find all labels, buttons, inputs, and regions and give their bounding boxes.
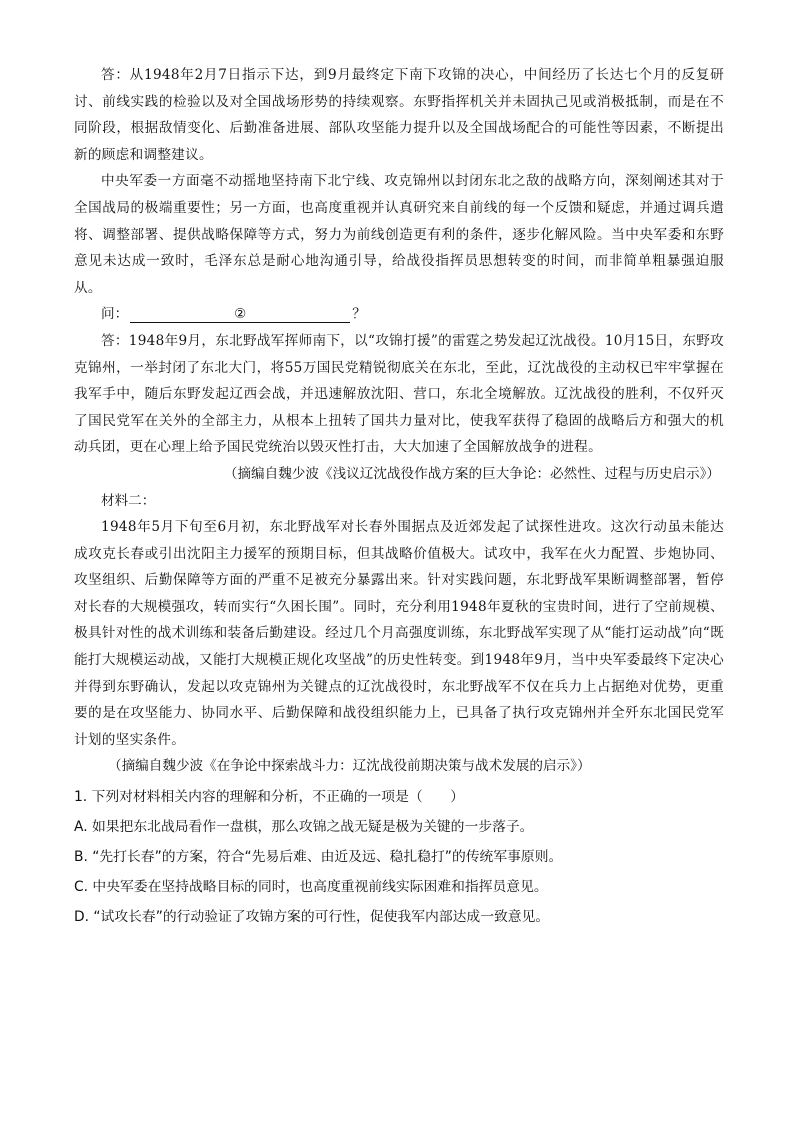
- answer-paragraph-2: 答：1948年9月，东北野战军挥师南下，以“攻锦打援”的雷霆之势发起辽沈战役。10月15日，东野攻克锦州，一举封闭了东北大门，将55万国民党精锐彻底关在东北，至此，辽沈战役的主动权已牢牢掌握在我军手中，随后东野发起辽西会战，并迅速解放沈阳、营口，东北全境解放。辽沈战役的胜利，不仅歼灭了国民党军在关外的全部主力，从根本上扭转了国共力量对比，使我军获得了稳固的战略后方和强大的机动兵团，更在心理上给予国民党统治以毁灭性打击，大大加速了全国解放战争的进程。: [74, 332, 724, 456]
- option-c: C. 中央军委在坚持战略目标的同时，也高度重视前线实际困难和指挥员意见。: [74, 879, 548, 896]
- question-line: [74, 301, 724, 328]
- source-citation-1: （摘编自魏少波《浅议辽沈战役作战方案的巨大争论：必然性、过程与历史启示》）: [223, 465, 720, 482]
- question-block: [74, 782, 724, 932]
- question-prefix: 问：: [101, 306, 129, 323]
- option-b: B. “先打长春”的方案，符合“先易后难、由近及远、稳扎稳打”的传统军事原则。: [74, 849, 563, 866]
- option-d: D. “试攻长春”的行动验证了攻锦方案的可行性，促使我军内部达成一致意见。: [74, 909, 550, 926]
- source-citation-2: （摘编自魏少波《在争论中探索战斗力：辽沈战役前期决策与战术发展的启示》）: [108, 758, 591, 775]
- material-2-heading: 材料二：: [101, 492, 156, 509]
- passage-body: [74, 62, 724, 932]
- material-2-paragraph: 1948年5月下旬至6月初，东北野战军对长春外围据点及近郊发起了试探性进攻。这次行动虽未能达成攻克长春或引出沈阳主力援军的预期目标，但其战略价值极大。试攻中，我军在火力配置、步炮协同、攻坚组织、后勤保障等方面的严重不足被充分暴露出来。针对实践问题，东北野战军果断调整部署，暂停对长春的大规模强攻，转而实行“久困长围”。同时，充分利用1948年夏秋的宝贵时间，进行了空前规模、极具针对性的战术训练和装备后勤建设。经过几个月高强度训练，东北野战军实现了从“能打运动战”向“既能打大规模运动战，又能打大规模正规化攻坚战”的历史性转变。到1948年9月，当中央军委最终下定决心并得到东野确认，发起以攻克锦州为关键点的辽沈战役时，东北野战军不仅在兵力上占据绝对优势，更重要的是在攻坚能力、协同水平、后勤保障和战役组织能力上，已具备了执行攻克锦州并全歼东北国民党军计划的坚实条件。: [74, 519, 724, 748]
- question-stem: 1. 下列对材料相关内容的理解和分析，不正确的一项是（ ）: [74, 789, 465, 806]
- answer-blank: ②: [130, 306, 350, 323]
- option-a: A. 如果把东北战局看作一盘棋，那么攻锦之战无疑是极为关键的一步落子。: [74, 819, 534, 836]
- paragraph-central-committee: 中央军委一方面毫不动摇地坚持南下北宁线、攻克锦州以封闭东北之敌的战略方向，深刻阐述其对于全国战局的极端重要性；另一方面，也高度重视并认真研究来自前线的每一个反馈和疑虑，并通过调兵遣将、调整部署、提供战略保障等方式，努力为前线创造更有利的条件，逐步化解风险。当中央军委和东野意见未达成一致时，毛泽东总是耐心地沟通引导，给战役指挥员思想转变的时间，而非简单粗暴强迫服从。: [74, 173, 724, 296]
- answer-paragraph-1: 答：从1948年2月7日指示下达，到9月最终定下南下攻锦的决心，中间经历了长达七个月的反复研讨、前线实践的检验以及对全国战场形势的持续观察。东野指挥机关并未固执己见或消极抵制，而是在不同阶段，根据敌情变化、后勤准备进展、部队攻坚能力提升以及全国战场配合的可能性等因素，不断提出新的顾虑和调整建议。: [74, 67, 724, 163]
- question-suffix: ？: [352, 306, 366, 323]
